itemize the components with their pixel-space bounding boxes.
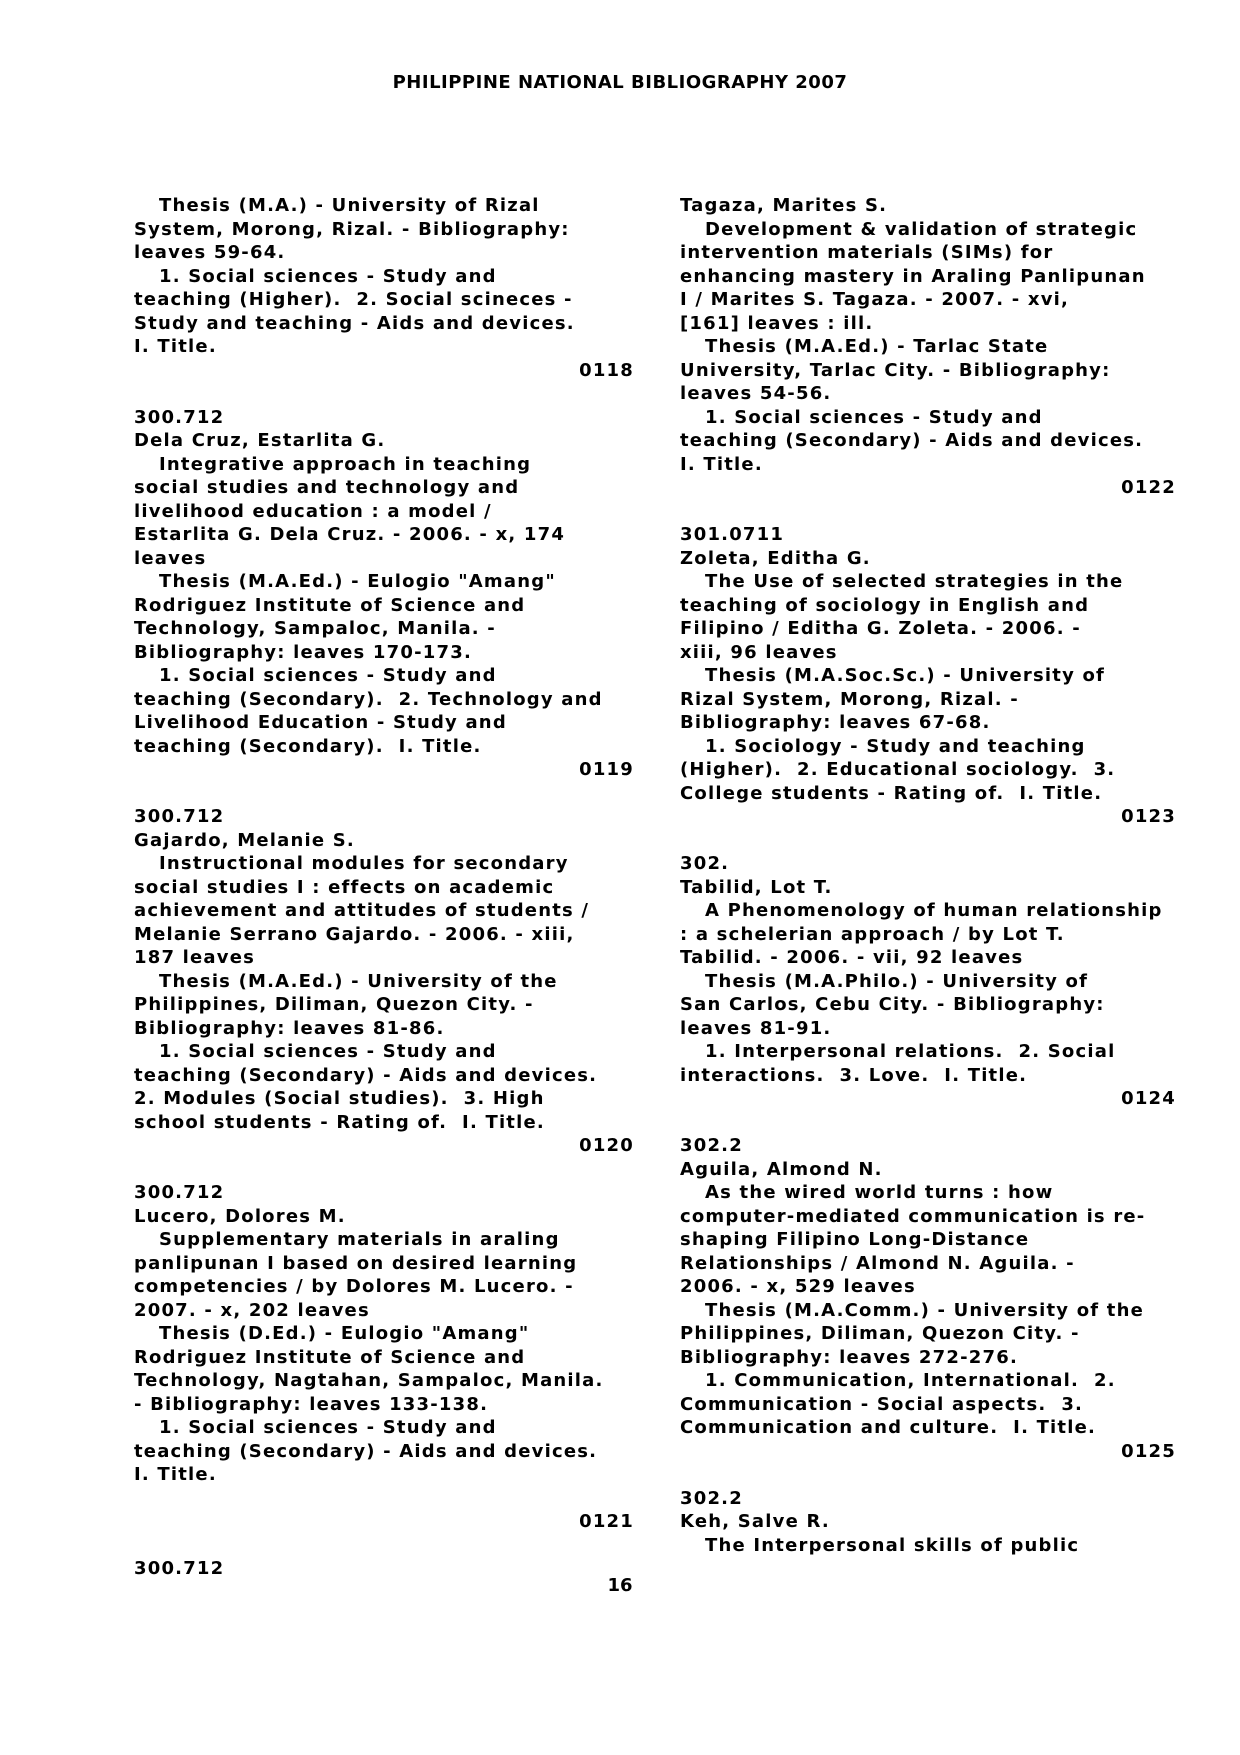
entry-line: Thesis (D.Ed.) - Eulogio "Amang" [159, 1323, 530, 1344]
class-number: 302.2 [680, 1487, 743, 1509]
entry-line: Filipino / Editha G. Zoleta. - 2006. - [680, 618, 1081, 639]
entry-line: 1. Social sciences - Study and [159, 1041, 497, 1062]
entry-line: I. Title. [134, 1464, 217, 1485]
entry-line: Thesis (M.A.) - University of Rizal [159, 195, 540, 216]
class-number: 302.2 [680, 1135, 743, 1156]
entry-continued [134, 194, 634, 382]
entry-line: Livelihood Education - Study and [134, 712, 507, 733]
entry-line: shaping Filipino Long-Distance [680, 1229, 1030, 1250]
entry-line: teaching (Secondary) - Aids and devices. [134, 1440, 598, 1462]
entry-line: Technology, Sampaloc, Manila. - [134, 618, 496, 639]
entry-line: 1. Communication, International. 2. [705, 1370, 1116, 1391]
entry-line: panlipunan I based on desired learning [134, 1252, 578, 1274]
entry-line: xiii, 96 leaves [680, 641, 838, 663]
entry-line: - Bibliography: leaves 133-138. [134, 1393, 489, 1415]
entry-line: competencies / by Dolores M. Lucero. - [134, 1276, 574, 1297]
author: Zoleta, Editha G. [680, 547, 871, 569]
entry-line: Bibliography: leaves 170-173. [134, 641, 472, 663]
entry-line: I / Marites S. Tagaza. - 2007. - xvi, [680, 289, 1070, 310]
entry-line: Philippines, Diliman, Quezon City. - [680, 1323, 1080, 1344]
entry-line: Bibliography: leaves 81-86. [134, 1017, 445, 1039]
entry-line: (Higher). 2. Educational sociology. 3. [680, 759, 1116, 780]
entry-line: 187 leaves [134, 947, 256, 968]
entry-line: Thesis (M.A.Ed.) - Eulogio "Amang" [159, 571, 556, 592]
entry-number: 0125 [1121, 1440, 1176, 1462]
entry-line: 1. Sociology - Study and teaching [705, 735, 1086, 757]
entry-line: The Use of selected strategies in the [705, 571, 1124, 592]
entry-line: Instructional modules for secondary [159, 853, 569, 874]
entry-line: As the wired world turns : how [705, 1182, 1054, 1203]
entry-line: leaves 81-91. [680, 1017, 832, 1039]
entry-line: University, Tarlac City. - Bibliography: [680, 359, 1111, 381]
entry-line: Study and teaching - Aids and devices. [134, 312, 575, 334]
entry-number: 0120 [579, 1135, 634, 1156]
author: Tabilid, Lot T. [680, 876, 833, 898]
entry-line: teaching (Secondary) - Aids and devices. [680, 430, 1144, 451]
class-number: 301.0711 [680, 524, 785, 545]
author: Tagaza, Marites S. [680, 195, 888, 216]
entry-line: Estarlita G. Dela Cruz. - 2006. - x, 174 [134, 524, 566, 545]
entry-0123 [680, 523, 1176, 829]
entry-line: Thesis (M.A.Comm.) - University of the [705, 1299, 1144, 1321]
entry-0120 [134, 805, 634, 1158]
entry-line: teaching (Secondary). 2. Technology and [134, 688, 603, 710]
entry-line: teaching (Secondary). I. Title. [134, 735, 482, 757]
entry-0126 [680, 1487, 1176, 1558]
entry-line: Rodriguez Institute of Science and [134, 1346, 526, 1368]
entry-line: leaves [134, 547, 207, 569]
entry-line: Thesis (M.A.Soc.Sc.) - University of [705, 665, 1106, 686]
entry-line: Rodriguez Institute of Science and [134, 594, 526, 616]
entry-number: 0118 [579, 359, 634, 381]
entry-line: social studies and technology and [134, 477, 520, 498]
class-number: 300.712 [134, 1558, 225, 1579]
class-number: 300.712 [134, 806, 225, 827]
entry-line: Communication - Social aspects. 3. [680, 1393, 1084, 1415]
entry-line: 1. Social sciences - Study and [705, 406, 1043, 428]
class-number: 302. [680, 853, 730, 874]
page-header: PHILIPPINE NATIONAL BIBLIOGRAPHY 2007 [392, 72, 848, 93]
entry-line: Philippines, Diliman, Quezon City. - [134, 994, 534, 1015]
entry-line: livelihood education : a model / [134, 500, 492, 522]
entry-line: teaching (Higher). 2. Social scineces - [134, 289, 573, 310]
entry-line: 2007. - x, 202 leaves [134, 1299, 370, 1321]
author: Dela Cruz, Estarlita G. [134, 430, 386, 451]
entry-line: Bibliography: leaves 272-276. [680, 1346, 1018, 1368]
entry-line: 1. Social sciences - Study and [159, 1417, 497, 1438]
entry-number: 0121 [579, 1511, 634, 1532]
entry-line: leaves 54-56. [680, 383, 832, 404]
entry-line: Communication and culture. I. Title. [680, 1417, 1097, 1438]
entry-0122 [680, 194, 1176, 500]
entry-line: social studies I : effects on academic [134, 876, 555, 898]
entry-line: Tabilid. - 2006. - vii, 92 leaves [680, 947, 1024, 968]
entry-line: Supplementary materials in araling [159, 1229, 560, 1250]
entry-line: interactions. 3. Love. I. Title. [680, 1064, 1028, 1086]
author: Lucero, Dolores M. [134, 1205, 346, 1227]
entry-line: : a schelerian approach / by Lot T. [680, 923, 1065, 945]
author: Keh, Salve R. [680, 1511, 830, 1532]
entry-line: 2. Modules (Social studies). 3. High [134, 1088, 545, 1109]
entry-line: leaves 59-64. [134, 242, 286, 263]
entry-number: 0122 [1121, 477, 1176, 498]
entry-line: 1. Social sciences - Study and [159, 265, 497, 287]
entry-0121 [134, 1181, 634, 1534]
author: Gajardo, Melanie S. [134, 829, 355, 851]
class-number: 300.712 [134, 406, 225, 428]
entry-line: I. Title. [680, 453, 763, 475]
entry-line: school students - Rating of. I. Title. [134, 1111, 545, 1133]
entry-line: Technology, Nagtahan, Sampaloc, Manila. [134, 1370, 604, 1391]
entry-line: A Phenomenology of human relationship [705, 900, 1163, 921]
entry-line: intervention materials (SIMs) for [680, 242, 1054, 263]
entry-line: 1. Interpersonal relations. 2. Social [705, 1041, 1116, 1062]
entry-line: Thesis (M.A.Philo.) - University of [705, 970, 1089, 992]
entry-line: Rizal System, Morong, Rizal. - [680, 688, 1019, 710]
entry-line: College students - Rating of. I. Title. [680, 782, 1103, 804]
entry-number: 0124 [1121, 1088, 1176, 1109]
class-number: 300.712 [134, 1182, 225, 1203]
entry-line: Integrative approach in teaching [159, 453, 532, 475]
entry-line: enhancing mastery in Araling Panlipunan [680, 265, 1146, 287]
entry-line: San Carlos, Cebu City. - Bibliography: [680, 994, 1105, 1015]
entry-line: Development & validation of strategic [705, 218, 1138, 240]
entry-line: The Interpersonal skills of public [705, 1534, 1080, 1556]
entry-0125 [680, 1134, 1176, 1463]
entry-line: computer-mediated communication is re- [680, 1205, 1146, 1227]
entry-line: teaching (Secondary) - Aids and devices. [134, 1064, 598, 1086]
entry-line: achievement and attitudes of students / [134, 900, 590, 921]
author: Aguila, Almond N. [680, 1158, 883, 1180]
entry-line: System, Morong, Rizal. - Bibliography: [134, 218, 570, 240]
entry-0124 [680, 852, 1176, 1111]
entry-line: teaching of sociology in English and [680, 594, 1090, 616]
entry-line: Thesis (M.A.Ed.) - Tarlac State [705, 336, 1049, 357]
entry-line: Melanie Serrano Gajardo. - 2006. - xiii, [134, 923, 575, 945]
left-column [134, 194, 634, 1581]
entry-line: 2006. - x, 529 leaves [680, 1276, 916, 1297]
entry-number: 0119 [579, 759, 634, 780]
entry-line: I. Title. [134, 336, 217, 357]
entry-line: 1. Social sciences - Study and [159, 665, 497, 686]
entry-line: Relationships / Almond N. Aguila. - [680, 1252, 1075, 1274]
right-column [680, 194, 1176, 1557]
entry-0119 [134, 406, 634, 782]
entry-line: [161] leaves : ill. [680, 312, 874, 334]
entry-line: Thesis (M.A.Ed.) - University of the [159, 970, 558, 992]
entry-number: 0123 [1121, 806, 1176, 827]
entry-line: Bibliography: leaves 67-68. [680, 712, 991, 733]
page-number: 16 [607, 1575, 633, 1596]
